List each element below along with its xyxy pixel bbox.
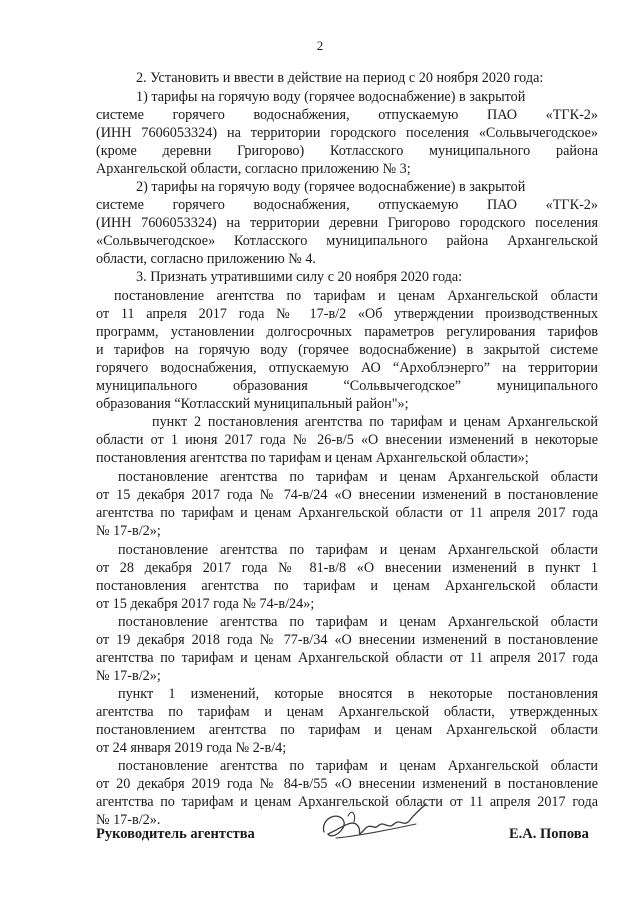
text-line: образования “Котласский муниципальный район"»; — [96, 396, 409, 412]
text-line: постановление агентства по тарифам и ценам Архангельской области — [118, 614, 598, 630]
signatory-position: Руководитель агентства — [96, 826, 255, 842]
text-line: области от 1 июня 2017 года № 26-в/5 «О внесении изменений в некоторые — [96, 432, 598, 448]
page-number: 2 — [316, 38, 324, 53]
text-line: агентства по тарифам и ценам Архангельской области от 11 апреля 2017 года — [96, 650, 598, 666]
text-line: постановление агентства по тарифам и ценам Архангельской области — [114, 288, 598, 304]
text-line: от 15 декабря 2017 года № 74-в/24 «О внесении изменений в постановление — [96, 487, 598, 503]
text-line: (ИНН 7606053324) на территории деревни Григорово городского поселения — [96, 215, 598, 231]
text-line: агентства по тарифам и ценам Архангельской области от 11 апреля 2017 года — [96, 505, 598, 521]
text-line: от 28 декабря 2017 года № 81-в/8 «О внесении изменений в пункт 1 — [96, 560, 598, 576]
text-line: области, согласно приложению № 4. — [96, 251, 316, 267]
text-line: агентства по тарифам и ценам Архангельской области, утвержденных — [96, 704, 598, 720]
text-line: № 17-в/2»; — [96, 523, 161, 539]
text-line: 2. Установить и ввести в действие на период с 20 ноября 2020 года: — [136, 70, 544, 86]
text-line: пункт 1 изменений, которые вносятся в некоторые постановления — [118, 686, 598, 702]
text-line: постановления агентства по тарифам и ценам Архангельской области»; — [96, 450, 529, 466]
text-line: от 11 апреля 2017 года № 17-в/2 «Об утверждении производственных — [96, 306, 598, 322]
text-line: горячего водоснабжения, отпускаемую АО “Архоблэнерго” на территории — [96, 360, 598, 376]
text-line: пункт 2 постановления агентства по тарифам и ценам Архангельской — [152, 414, 598, 430]
text-line: от 20 декабря 2019 года № 84-в/55 «О внесении изменений в постановление — [96, 776, 598, 792]
text-line: от 19 декабря 2018 года № 77-в/34 «О внесении изменений в постановление — [96, 632, 598, 648]
text-line: 2) тарифы на горячую воду (горячее водоснабжение) в закрытой — [136, 179, 526, 195]
text-line: постановление агентства по тарифам и ценам Архангельской области — [118, 542, 598, 558]
text-line: системе горячего водоснабжения, отпускаемую ПАО «ТГК-2» — [96, 107, 598, 123]
text-line: (кроме деревни Григорово) Котласского муниципального района — [96, 143, 598, 159]
text-line: № 17-в/2»; — [96, 668, 161, 684]
text-line: и тарифов на горячую воду (горячее водоснабжение) в закрытой системе — [96, 342, 598, 358]
text-line: «Сольвычегодское» Котласского муниципального района Архангельской — [96, 233, 598, 249]
text-line: постановлением агентства по тарифам и ценам Архангельской области — [96, 722, 598, 738]
text-line: № 17-в/2». — [96, 812, 161, 828]
text-line: 3. Признать утратившими силу с 20 ноября 2020 года: — [136, 269, 463, 285]
text-line: системе горячего водоснабжения, отпускаемую ПАО «ТГК-2» — [96, 197, 598, 213]
text-line: муниципального образования “Сольвычегодское” муниципального — [96, 378, 598, 394]
text-line: постановления агентства по тарифам и ценам Архангельской области — [96, 578, 598, 594]
text-line: агентства по тарифам и ценам Архангельской области от 11 апреля 2017 года — [96, 794, 598, 810]
handwritten-signature — [318, 800, 438, 852]
text-line: программ, установлении долгосрочных параметров регулирования тарифов — [96, 324, 598, 340]
text-line: постановление агентства по тарифам и ценам Архангельской области — [118, 758, 598, 774]
text-line: 1) тарифы на горячую воду (горячее водоснабжение) в закрытой — [136, 89, 526, 105]
text-line: от 15 декабря 2017 года № 74-в/24»; — [96, 596, 315, 612]
text-line: от 24 января 2019 года № 2-в/4; — [96, 740, 287, 756]
signatory-name: Е.А. Попова — [509, 826, 589, 842]
text-line: постановление агентства по тарифам и ценам Архангельской области — [118, 469, 598, 485]
text-line: (ИНН 7606053324) на территории городского поселения «Сольвычегодское» — [96, 125, 598, 141]
text-line: Архангельской области, согласно приложению № 3; — [96, 161, 411, 177]
